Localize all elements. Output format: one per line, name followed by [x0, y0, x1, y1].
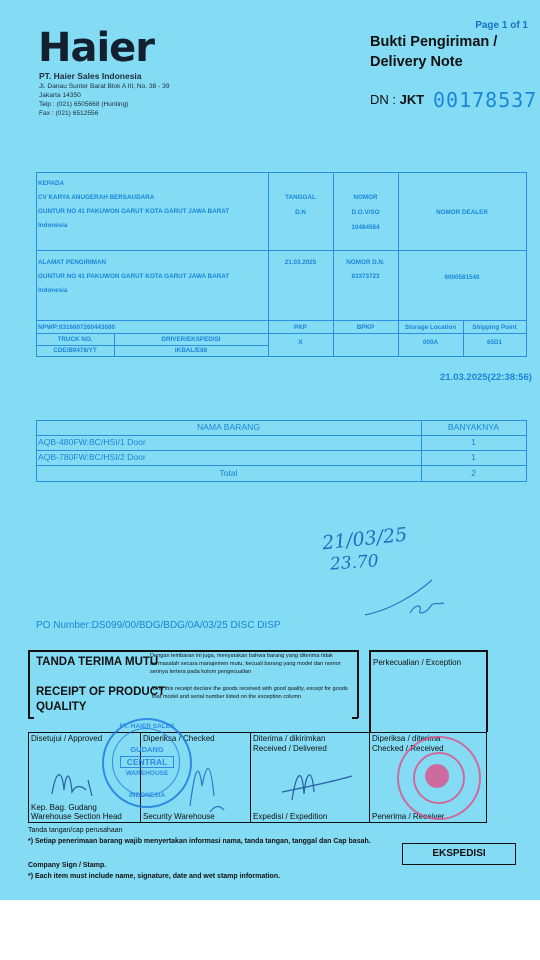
bpkp-label: BPKP: [356, 324, 375, 331]
stamp-line-1: GUDANG: [130, 745, 164, 754]
item-row-2-qty: 1: [471, 452, 476, 462]
recipient-name: CV KARYA ANUGERAH BERSAUDARA: [38, 194, 155, 201]
approved-label: Disetujui / Approved: [31, 734, 103, 743]
shipping-label: Shipping Point: [472, 324, 517, 331]
received-label-1: Diterima / dikirimkan: [253, 734, 326, 743]
title-line-2: Delivery Note: [370, 54, 463, 70]
received-label-2: Received / Delivered: [253, 744, 327, 753]
checked-label: Diperiksa / Checked: [143, 734, 215, 743]
company-phone: Telp : (021) 6505668 (Hunting): [39, 101, 129, 108]
footer-line-1: Tanda tangan/cap perusahaan: [28, 827, 123, 834]
item-row-1-name: AQB-480FW:BC/HSI/1 Door: [38, 437, 146, 447]
truck-label: TRUCK NO.: [57, 336, 93, 343]
dn-label: [370, 92, 424, 107]
nomor-label: NOMOR: [353, 194, 378, 201]
ship-address: GUNTUR NO 41 PAKUWON GARUT KOTA GARUT JAWA BARAT: [38, 273, 230, 280]
col-nama-barang: NAMA BARANG: [196, 422, 261, 432]
receiver-label: Penerima / Receiver: [372, 812, 445, 821]
receipt-text: With this receipt declare the goods received with good quality, except for goods that model and serial number listed on the exception column: [152, 686, 348, 700]
tanggal-sub: D.N: [295, 209, 306, 216]
dn-number: 00178537: [433, 88, 538, 112]
warehouse-stamp: [102, 718, 192, 808]
receipt-title-1: RECEIPT OF PRODUCT: [36, 686, 166, 698]
handwritten-date: 21/03/25: [321, 523, 409, 555]
dealer-number: 6000581540: [444, 274, 480, 281]
receipt-title-2: QUALITY: [36, 701, 87, 713]
stamp-line-2: CENTRAL: [120, 756, 174, 768]
dn-prefix: DN :: [370, 92, 396, 107]
dn-no-value: 83373723: [351, 273, 380, 280]
pkp-value: X: [298, 339, 303, 346]
truck-number: CDE/B9478/YT: [53, 347, 97, 354]
title-line-1: Bukti Pengiriman /: [370, 34, 498, 50]
kepada-label: KEPADA: [38, 180, 65, 187]
pkp-label: PKP: [294, 324, 307, 331]
haier-logo: Haier: [38, 25, 155, 71]
total-value: 2: [471, 468, 476, 478]
npwp: NPWP:0316607260443080: [38, 324, 116, 331]
total-label: Total: [219, 468, 238, 478]
approved-signature: [48, 760, 108, 800]
tanggal-label: TANGGAL: [285, 194, 316, 201]
po-number: PO Number:DS099/00/BDG/BDG/0A/03/25 DISC DISP: [36, 620, 281, 631]
company-name: PT. Haier Sales Indonesia: [39, 71, 142, 81]
dn-date: 21.03.2025: [284, 259, 317, 266]
expedition-signature: [272, 754, 362, 804]
checked-signature: [180, 746, 230, 816]
checked-by: Security Warehouse: [143, 812, 215, 821]
dn-no-label: NOMOR D.N.: [346, 259, 385, 266]
tanda-terima-title: TANDA TERIMA MUTU: [36, 656, 159, 668]
dn-branch: JKT: [399, 92, 425, 107]
storage-value: 000A: [422, 339, 439, 346]
recipient-country: Indonesia: [38, 222, 68, 229]
stamp-top-text: PT. HAIER SALES: [119, 723, 175, 730]
footer-line-4: *) Each item must include name, signature, date and wet stamp information.: [28, 873, 281, 880]
exception-label: Perkecualian / Exception: [373, 658, 462, 667]
received-by: Expedisi / Expedition: [253, 812, 328, 821]
handwritten-signature: [360, 575, 450, 625]
company-address-2: Jakarta 14350: [39, 92, 81, 99]
receiver-stamp: [397, 736, 481, 820]
driver-name: IKBAL/E88: [174, 347, 208, 354]
driver-label: DRIVER/EKSPEDISI: [161, 336, 221, 343]
checked-received-label-2: Checked / Received: [372, 744, 444, 753]
recipient-address: GUNTUR NO 41 PAKUWON GARUT KOTA GARUT JAWA BARAT: [38, 208, 230, 215]
page-indicator: Page 1 of 1: [475, 20, 528, 31]
tanda-terima-text: Dengan lembaran ini juga, menyatakan bahwa barang yang diterima tidak bermasalah secara manajemen mutu, kecuali barang yang model dan nomor serinya tertera pada kolom pengecualian: [150, 653, 341, 675]
approved-by-1: Kep. Bag. Gudang: [31, 803, 97, 812]
ship-country: Indonesia: [38, 287, 68, 294]
handwritten-time: 23.70: [329, 551, 380, 575]
nomor-sub: D.O.V/SO: [351, 209, 380, 216]
company-address-1: Jl. Danau Sunter Barat Blok A III, No. 38 - 39: [39, 83, 170, 90]
approved-by-2: Warehouse Section Head: [31, 812, 122, 821]
footer-line-3: Company Sign / Stamp.: [28, 862, 107, 869]
shipping-value: 65D1: [486, 339, 503, 346]
stamp-bottom-text: INDONESIA: [128, 792, 166, 799]
print-timestamp: 21.03.2025(22:38:56): [440, 372, 532, 383]
checked-received-label-1: Diperiksa / diterima: [372, 734, 441, 743]
stamp-line-3: WAREHOUSE: [125, 770, 169, 777]
footer-line-2: *) Setiap penerimaan barang wajib menyertakan informasi nama, tanda tangan, tanggal dan Cap basah.: [28, 838, 371, 845]
storage-label: Storage Location: [404, 324, 457, 331]
item-row-1-qty: 1: [471, 437, 476, 447]
document-title: [370, 32, 497, 72]
col-banyaknya: BANYAKNYA: [447, 422, 500, 432]
company-fax: Fax : (021) 6512556: [39, 110, 99, 117]
nomor-value: 10484584: [351, 224, 380, 231]
item-row-2-name: AQB-780FW:BC/HSI/2 Door: [38, 452, 146, 462]
ship-label: ALAMAT PENGIRIMAN: [38, 259, 107, 266]
ekspedisi-box: EKSPEDISI: [402, 843, 516, 865]
dealer-label: NOMOR DEALER: [436, 209, 488, 216]
